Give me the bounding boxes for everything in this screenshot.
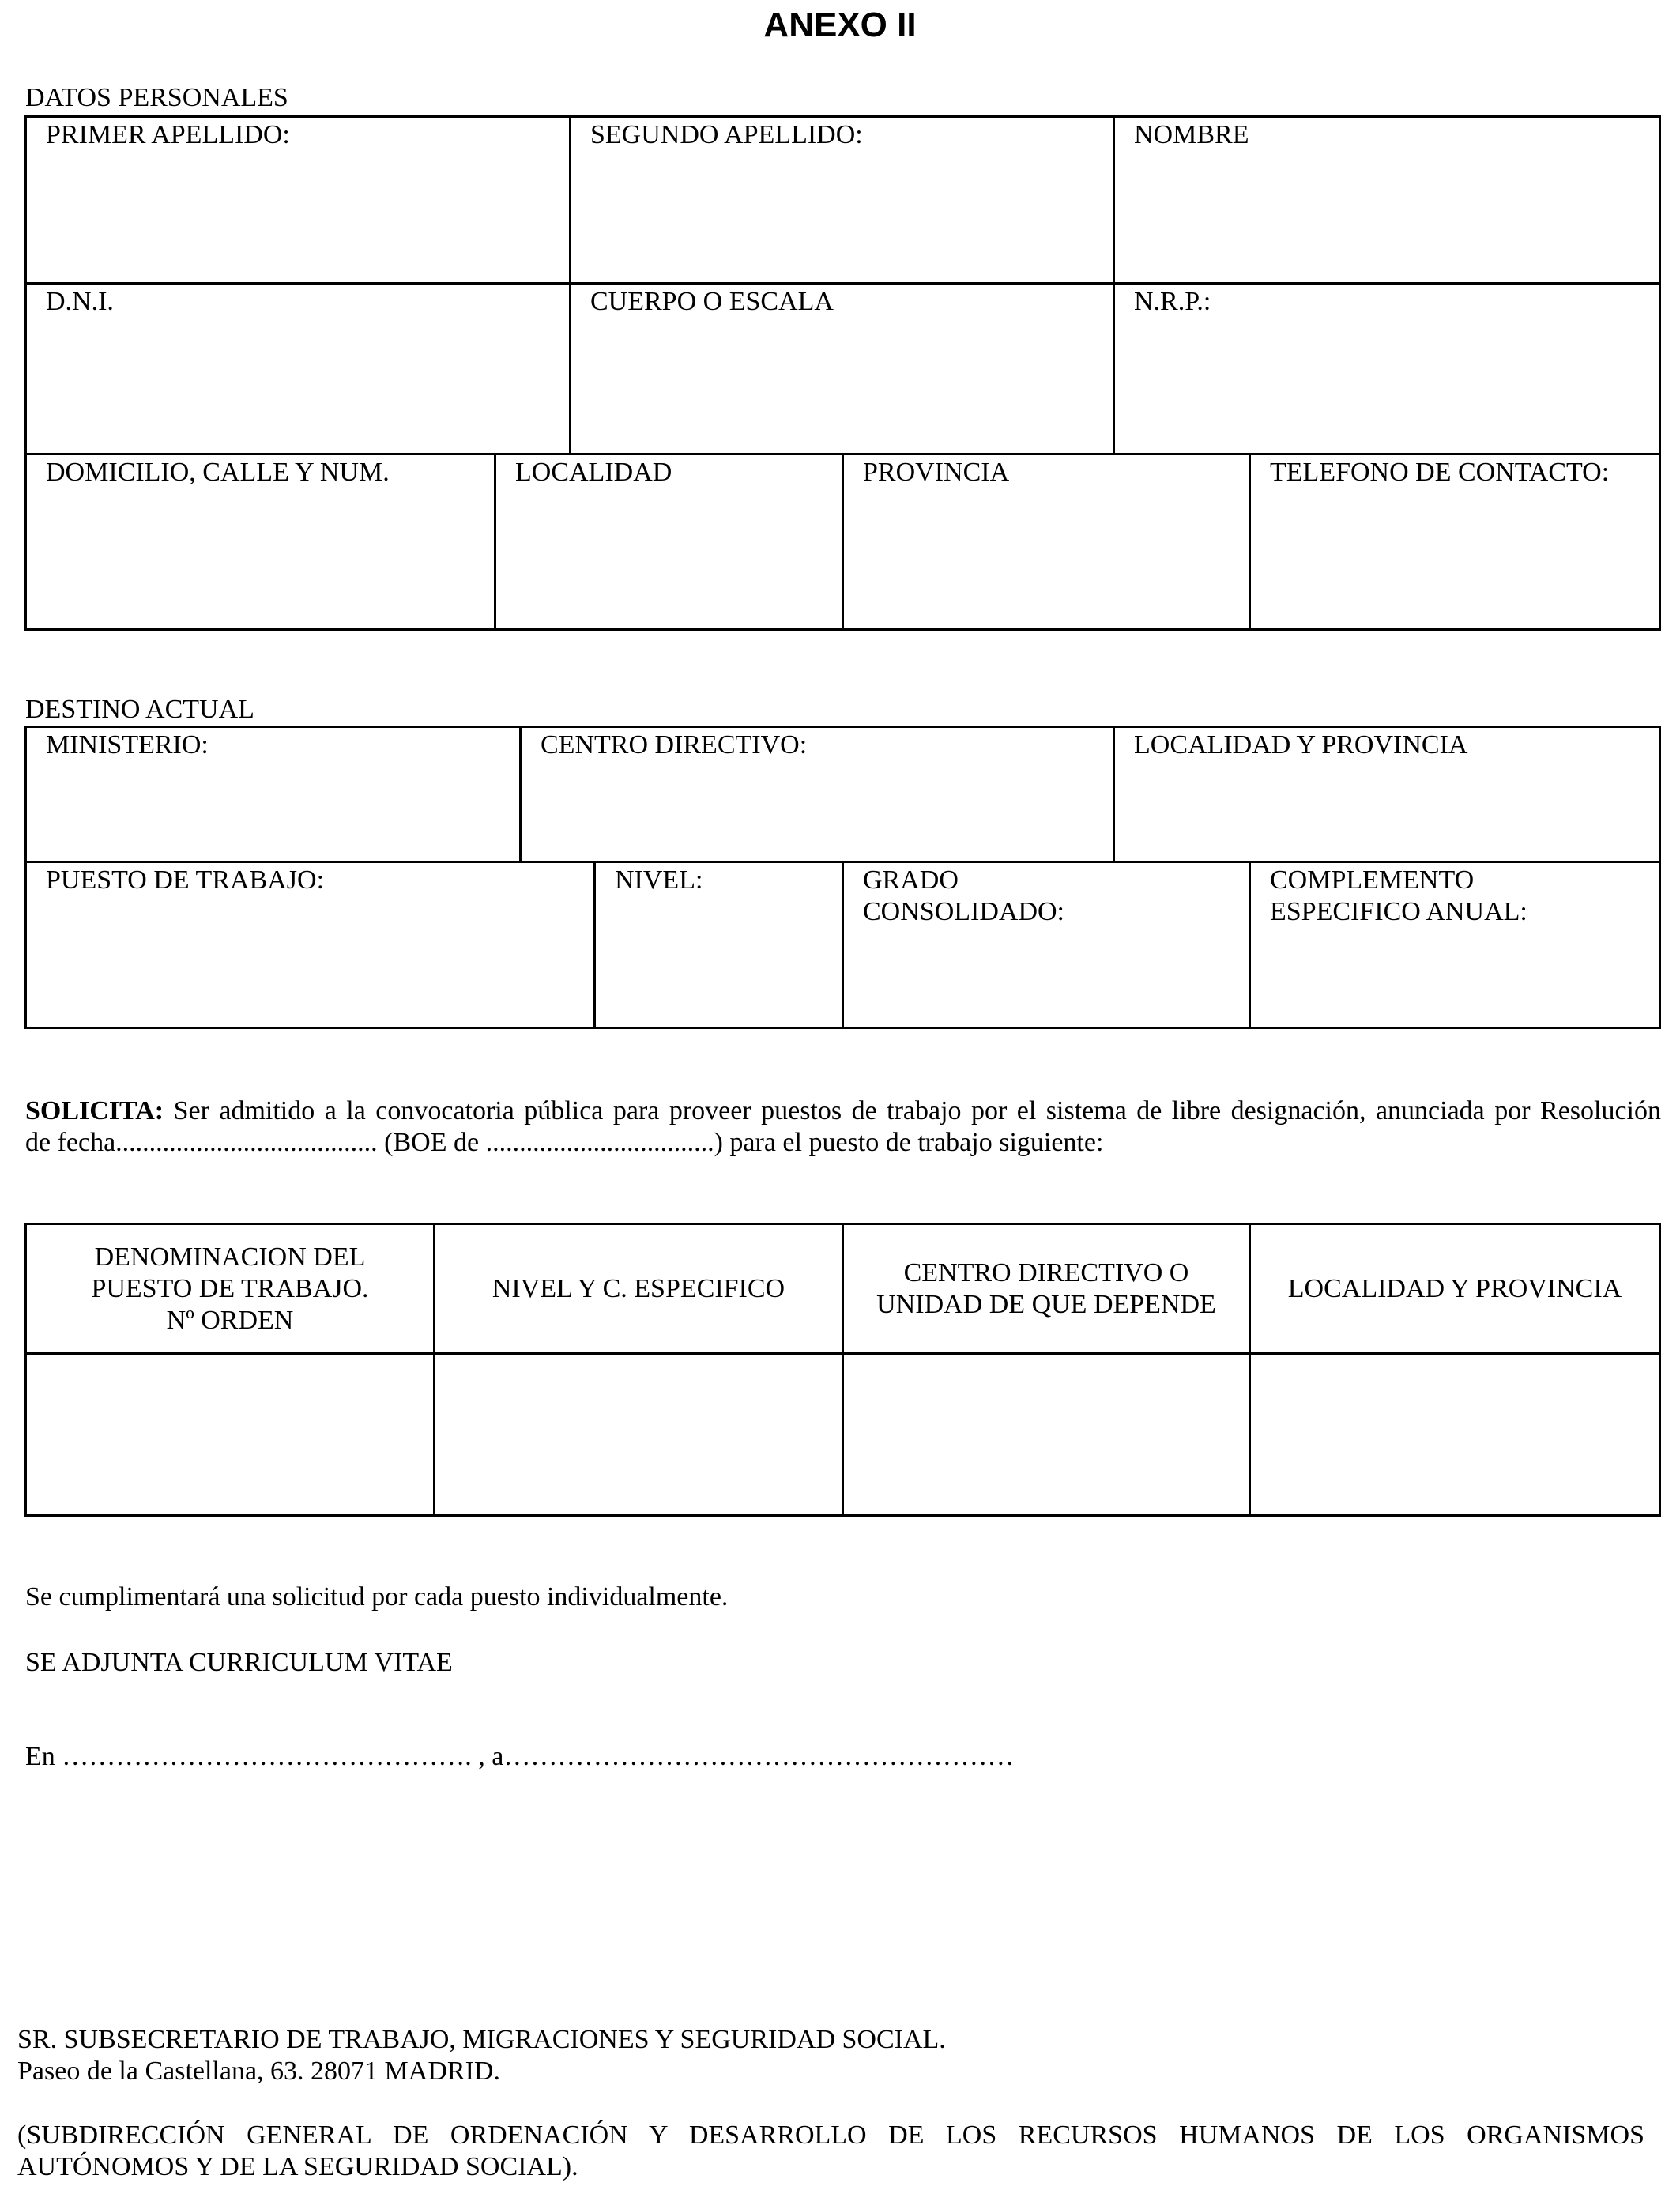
ministerio-field[interactable] [27,728,519,861]
field-label: PRIMER APELLIDO: [46,120,290,149]
field-label: DOMICILIO, CALLE Y NUM. [46,458,390,487]
puesto-solicitado-table [24,1223,1661,1517]
field-label: SEGUNDO APELLIDO: [590,120,863,149]
header-localidad-provincia [1251,1225,1659,1352]
nrp-field[interactable] [1115,285,1659,453]
complemento-especifico-field[interactable] [1251,863,1659,1027]
nivel-input-cell[interactable] [435,1355,842,1514]
field-label: COMPLEMENTO [1270,865,1475,895]
cuerpo-escala-field[interactable] [571,285,1113,453]
field-label: CUERPO O ESCALA [590,287,834,316]
localidad-input-cell[interactable] [1251,1355,1659,1514]
centro-input-cell[interactable] [844,1355,1249,1514]
destino-actual-table [24,726,1661,1029]
dni-field[interactable] [27,285,569,453]
header-text: CENTRO DIRECTIVO O [903,1257,1189,1287]
field-label: CENTRO DIRECTIVO: [541,730,808,760]
solicita-text: Ser admitido a la convocatoria pública para proveer puestos de trabajo por el sistema de libre designación, anunciada por Resolución [173,1096,1662,1125]
header-text: LOCALIDAD Y PROVINCIA [1287,1273,1622,1303]
solicita-line-2: de fecha....................................... (BOE de ..................................) para el puesto de trabajo siguiente: [25,1128,1104,1157]
page-title: ANEXO II [763,6,917,44]
subdireccion-line-2: AUTÓNOMOS Y DE LA SEGURIDAD SOCIAL). [17,2152,578,2181]
solicita-label: SOLICITA: [25,1096,164,1125]
grado-consolidado-field[interactable] [844,863,1249,1027]
field-label: LOCALIDAD Y PROVINCIA [1134,730,1468,760]
field-label: GRADO [863,865,959,895]
field-label: PUESTO DE TRABAJO: [46,865,325,895]
place-date-line[interactable]: En ………………………………………. , a………………………………………………… [25,1742,1015,1771]
field-label: N.R.P.: [1134,287,1211,316]
nivel-field[interactable] [596,863,842,1027]
header-nivel [435,1225,842,1352]
field-label: NOMBRE [1134,120,1249,149]
provincia-field[interactable] [844,455,1249,628]
domicilio-field[interactable] [27,455,494,628]
header-centro-directivo [844,1225,1249,1352]
denominacion-input-cell[interactable] [27,1355,433,1514]
field-label: MINISTERIO: [46,730,209,760]
solicita-paragraph [25,1095,1661,1159]
address-line: Paseo de la Castellana, 63. 28071 MADRID. [17,2056,500,2086]
subdireccion-line-1: (SUBDIRECCIÓN GENERAL DE ORDENACIÓN Y DESARROLLO DE LOS RECURSOS HUMANOS DE LOS ORGANISMOS [17,2120,1644,2150]
segundo-apellido-field[interactable] [571,118,1113,282]
puesto-trabajo-field[interactable] [27,863,593,1027]
field-label: PROVINCIA [863,458,1010,487]
header-text: DENOMINACION DEL [94,1242,366,1272]
header-text: NIVEL Y C. ESPECIFICO [492,1273,785,1303]
subdireccion-block [17,2120,1644,2183]
telefono-field[interactable] [1251,455,1659,628]
primer-apellido-field[interactable] [27,118,569,282]
field-label: D.N.I. [46,287,114,316]
solicita-line-1 [25,1095,1661,1127]
nombre-field[interactable] [1115,118,1659,282]
header-denominacion [27,1225,433,1352]
header-text: Nº ORDEN [166,1305,294,1335]
section-heading-datos-personales: DATOS PERSONALES [25,83,288,112]
field-label: LOCALIDAD [515,458,672,487]
localidad-field[interactable] [496,455,842,628]
field-label: NIVEL: [615,865,703,895]
header-text: PUESTO DE TRABAJO. [91,1273,369,1303]
note-curriculum: SE ADJUNTA CURRICULUM VITAE [25,1648,453,1677]
centro-directivo-field[interactable] [522,728,1113,861]
field-label: CONSOLIDADO: [863,897,1064,926]
datos-personales-table [24,115,1661,631]
field-label: TELEFONO DE CONTACTO: [1270,458,1610,487]
addressee-line: SR. SUBSECRETARIO DE TRABAJO, MIGRACIONES Y SEGURIDAD SOCIAL. [17,2025,946,2054]
header-text: UNIDAD DE QUE DEPENDE [876,1289,1216,1319]
localidad-provincia-field[interactable] [1115,728,1659,861]
section-heading-destino-actual: DESTINO ACTUAL [25,695,254,724]
note-individual: Se cumplimentará una solicitud por cada puesto individualmente. [25,1582,729,1612]
field-label: ESPECIFICO ANUAL: [1270,897,1527,926]
